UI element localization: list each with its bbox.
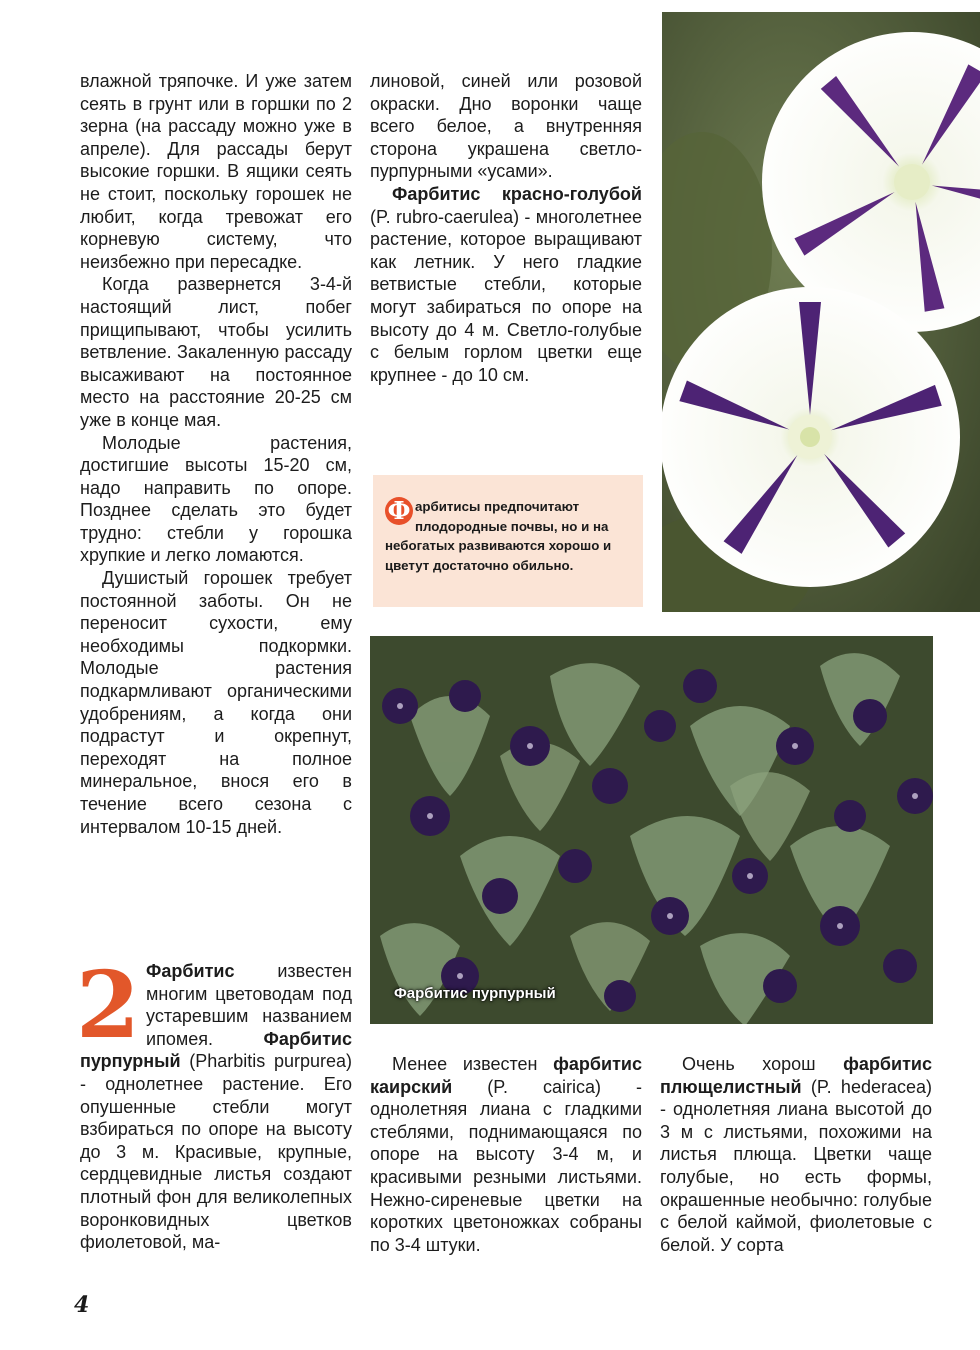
purple-flower-illustration	[370, 636, 933, 1024]
paragraph: Фарбитис красно-голубой (P. rubro-caerulea) - многолетнее растение, которое выращивают как летник. У него гладкие ветвистые стебли, которые могут забираться по опоре на высоту до 4 м. Светло-голубые с белым горлом цветки еще крупнее - до 10 см.	[370, 183, 642, 385]
purple-flower-photo	[370, 636, 933, 1024]
paragraph: Очень хорош фарбитис плющелистный (P. hederacea) - однолетняя лиана высотой до 3 м с листьями, похожими на листья плюща. Цветки чаще голубые, но есть формы, окрашенные необычно: голубые с белой каймой, фиолетовые с белой. У сорта	[660, 1054, 932, 1255]
photo-caption: Фарбитис пурпурный	[394, 985, 556, 1002]
flower-illustration	[662, 12, 980, 612]
paragraph: влажной тряпочке. И уже затем сеять в грунт или в горшки по 2 зерна (на рассаду можно уже в апреле). Для рассады берут высокие горшки. В ящики сеять не стоит, поскольку горошек не любит, когда тревожат его корневую систему, что неизбежно при пересадке.	[80, 71, 352, 272]
column-1-text	[80, 70, 352, 838]
callout-initial: Ф	[385, 497, 413, 525]
paragraph: линовой, синей или розовой окраски. Дно воронки чаще всего белое, а внутренняя сторона украшена светло-пурпурными «усами».	[370, 71, 642, 182]
paragraph: Менее известен фарбитис каирский (P. cairica) - однолетняя лиана с гладкими стеблями, поднимающаяся по опоре на высоту 3-4 м, и красивыми резными листьями. Нежно-сиреневые цветки на коротких цветоножках собраны по 3-4 штуки.	[370, 1054, 642, 1255]
column-2-bottom-text	[370, 1053, 642, 1256]
section-2	[76, 951, 352, 1254]
paragraph: Душистый горошек требует постоянной заботы. Он не переносит сухости, ему необходимы подкормки. Молодые растения подкармливают органическими удобрениям, а когда они подрастут и окрепнут, переходят на полное минеральное, внося его в течение всего сезона с интервалом 10-15 дней.	[80, 568, 352, 837]
paragraph: Фарбитис известен многим цветоводам под устаревшим названием ипомея. Фарбитис пурпурный (Pharbitis purpurea) - однолетнее растение. Его опушенные стебли могут взбираться по опоре на высоту до 3 м. Красивые, крупные, сердцевидные листья создают плотный фон для великолепных воронковидных цветков фиолетовой, ма-	[80, 961, 352, 1253]
white-flower-photo	[662, 12, 980, 612]
callout-box	[373, 475, 643, 607]
page-number: 4	[74, 1292, 90, 1318]
paragraph: Молодые растения, достигшие высоты 15-20 см, надо направить по опоре. Позднее сделать это будет трудно: стебли у горошка хрупкие и легко ломаются.	[80, 432, 352, 566]
column-2-text	[370, 70, 642, 386]
callout-text: Ф арбитисы предпочитают плодородные почвы, но и на небогатых развиваются хорошо и цветут достаточно обильно.	[385, 496, 612, 573]
paragraph: Когда развернется 3-4-й настоящий лист, побег прищипывают, чтобы усилить ветвление. Закаленную рассаду высаживают на постоянное место на расстояние 20-25 см уже в конце мая.	[80, 274, 352, 430]
column-3-bottom-text	[660, 1053, 932, 1256]
section-number: 2	[76, 951, 141, 1059]
